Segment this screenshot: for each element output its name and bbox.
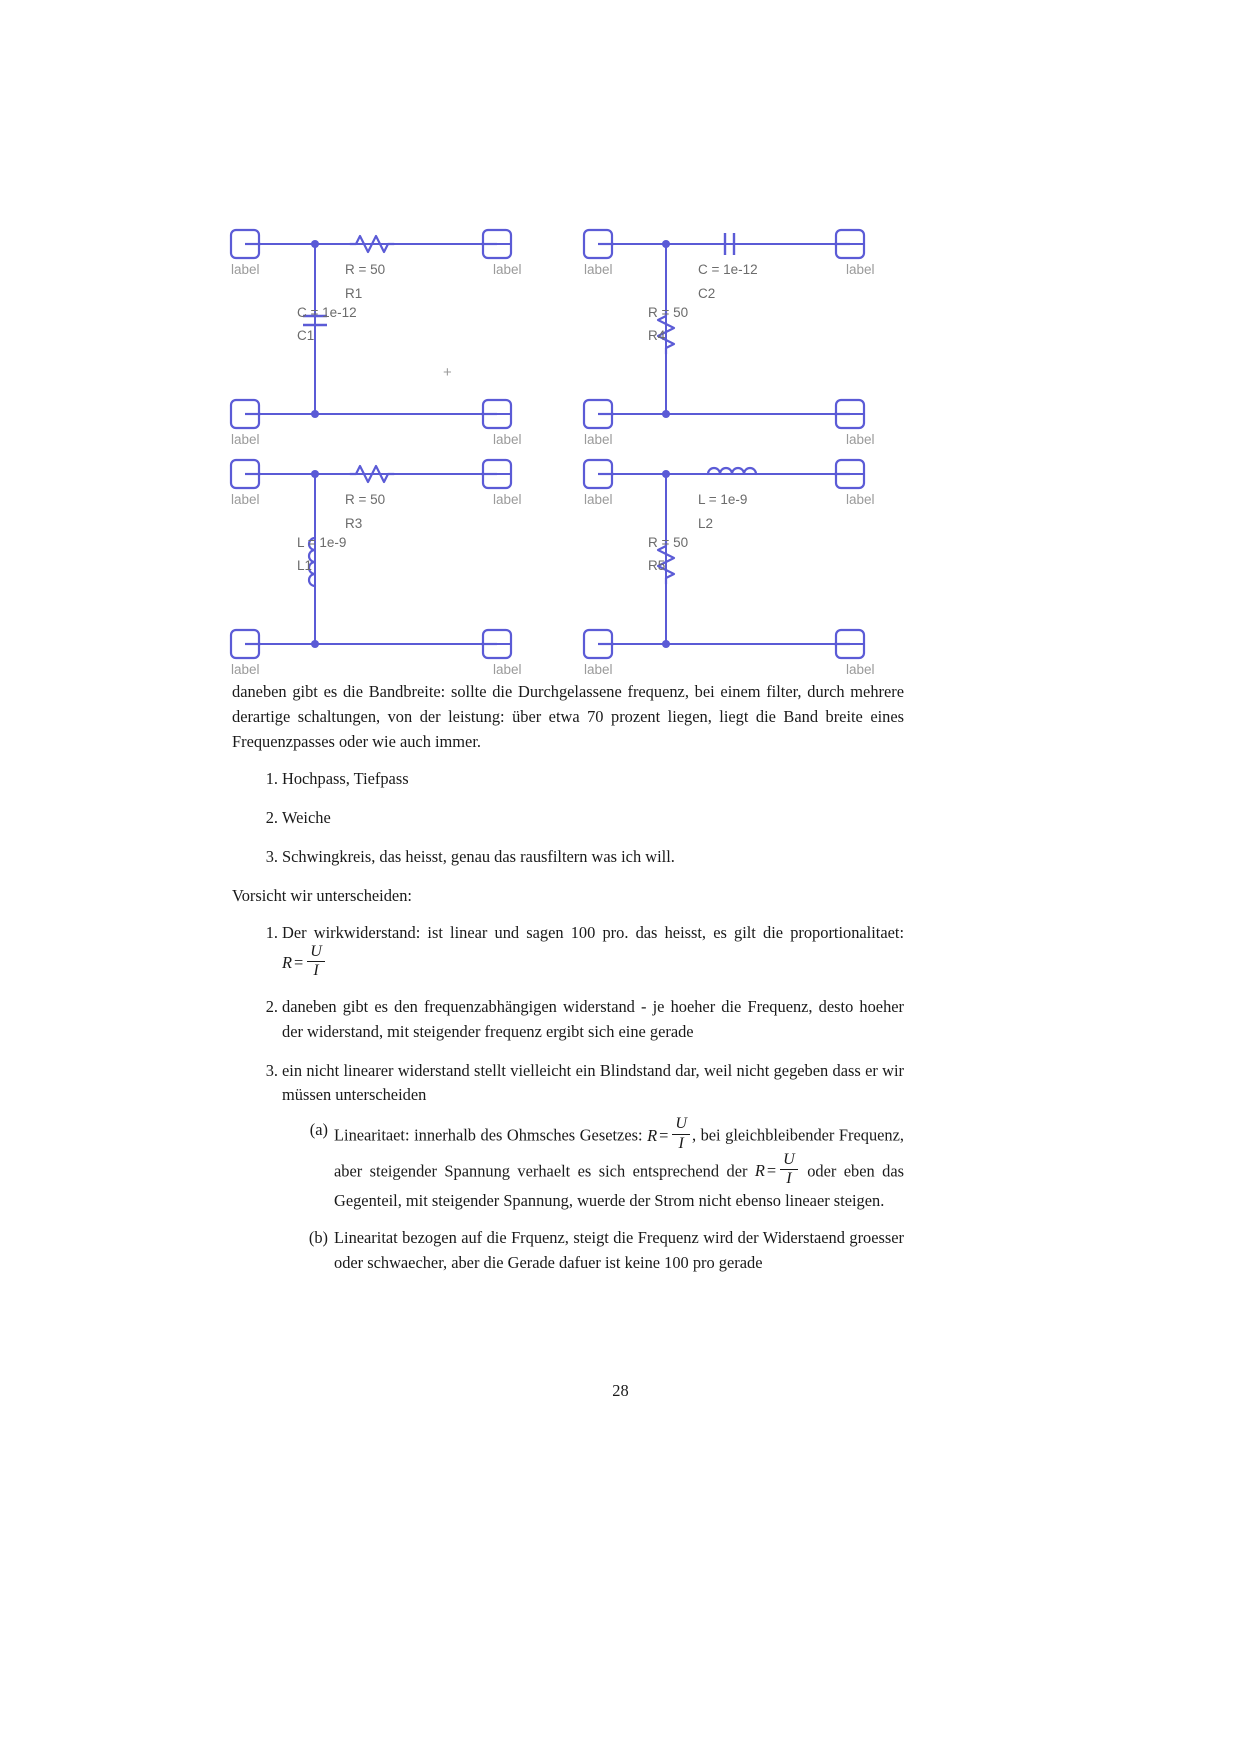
terminal-label: label [584, 662, 613, 677]
list-marker: (b) [308, 1227, 328, 1247]
component-name: R5 [648, 558, 666, 573]
component-value: R = 50 [648, 535, 689, 550]
list-item [232, 995, 904, 1045]
list-item [282, 1226, 904, 1276]
list-item-text: Der wirkwiderstand: ist linear und sagen 100 pro. das heisst, es gilt die proportionalitaet: [282, 922, 904, 942]
list-marker: 1. [265, 922, 278, 942]
terminal-labels [231, 262, 875, 677]
component-name: R3 [345, 516, 363, 531]
circuit-figure-svg [225, 212, 905, 677]
math-numerator: U [783, 1150, 795, 1168]
list-item-text: Schwingkreis, das heisst, genau das rausfiltern was ich will. [282, 846, 675, 866]
terminal-label: label [493, 262, 522, 277]
math-denominator: I [672, 1134, 690, 1152]
circuit-top-right [584, 230, 864, 428]
component-value: L = 1e-9 [698, 492, 748, 507]
math-lhs: R [282, 953, 293, 973]
terminal-label: label [846, 262, 875, 277]
math-fraction [672, 1116, 690, 1151]
list-item-text: daneben gibt es den frequenzabhängigen widerstand - je hoeher die Frequenz, desto hoeher der widerstand, mit steigender frequenz ergibt sich eine gerade [282, 996, 904, 1041]
component-name: R4 [648, 328, 666, 343]
math-denominator: I [307, 961, 325, 979]
list-marker: 2. [265, 807, 278, 827]
circuit-bottom-left [231, 460, 511, 658]
math-denominator: I [780, 1169, 798, 1187]
list-item [282, 1115, 905, 1213]
component-value: R = 50 [345, 492, 386, 507]
terminal-label: label [231, 492, 260, 507]
terminal-label: label [493, 662, 522, 677]
list-item [232, 1059, 904, 1276]
math-ohms-law [754, 1150, 800, 1187]
sublist-text-segment: oder eben das Gegenteil, mit steigender Spannung, wuerde der Strom nicht ebenso lineaer steigen. [334, 1161, 905, 1210]
math-operator: = [766, 1161, 777, 1181]
terminal-label: label [846, 662, 875, 677]
plus-marker-icon: + [443, 364, 452, 381]
list-marker: 3. [265, 1060, 278, 1080]
terminal-label: label [493, 492, 522, 507]
component-name: L2 [698, 516, 714, 531]
terminal-label: label [584, 492, 613, 507]
terminal-label: label [584, 432, 613, 447]
math-numerator: U [675, 1115, 687, 1133]
terminal-label: label [493, 432, 522, 447]
page-number: 28 [612, 1381, 629, 1400]
filter-types-list [232, 767, 904, 870]
math-ohms-law [647, 1115, 692, 1152]
list-item [232, 806, 904, 831]
circuit-top-left [231, 230, 511, 428]
list-marker: 2. [265, 996, 278, 1016]
component-name: R1 [345, 286, 363, 301]
list-item [232, 845, 904, 870]
math-fraction [307, 944, 325, 979]
vorsicht-paragraph: Vorsicht wir unterscheiden: [232, 885, 412, 905]
component-value: C = 1e-12 [698, 262, 758, 277]
math-ohms-law [282, 942, 327, 979]
list-marker: 3. [265, 846, 278, 866]
math-fraction [780, 1152, 798, 1187]
list-item-text: ein nicht linearer widerstand stellt vielleicht ein Blindstand dar, weil nicht gegeben dass er wir müssen unterscheiden [282, 1060, 904, 1105]
component-labels [297, 262, 758, 573]
math-operator: = [659, 1125, 669, 1145]
sublist-text-segment: Linearitaet: innerhalb des Ohmsches Gesetzes: [334, 1125, 643, 1145]
linearity-sublist [282, 1115, 905, 1275]
terminal-label: label [584, 262, 613, 277]
list-item-text: Weiche [282, 807, 331, 827]
body-text [232, 680, 904, 1290]
list-marker: (a) [309, 1120, 328, 1140]
component-value: C = 1e-12 [297, 305, 357, 320]
sublist-text-segment: , bei gleichbleibender Frequenz, aber steigender Spannung verhaelt es sich entsprechend der [334, 1125, 904, 1181]
circuit-bottom-right [584, 460, 864, 658]
component-name: L1 [297, 558, 313, 573]
list-item [232, 921, 904, 981]
math-numerator: U [310, 942, 322, 960]
component-name: C2 [698, 286, 716, 301]
component-value: L = 1e-9 [297, 535, 347, 550]
resistance-types-list [232, 921, 904, 1276]
terminal-label: label [846, 492, 875, 507]
circuit-figure [225, 212, 905, 677]
terminal-label: label [231, 662, 260, 677]
component-value: R = 50 [648, 305, 689, 320]
sublist-text-segment: Linearitat bezogen auf die Frquenz, steigt die Frequenz wird der Widerstaend groesser oder schwaecher, aber die Gerade dafuer ist keine 100 pro gerade [334, 1227, 904, 1272]
component-name: C1 [297, 328, 315, 343]
intro-paragraph: daneben gibt es die Bandbreite: sollte die Durchgelassene frequenz, bei einem filter, durch mehrere derartige schaltungen, von der leistung: über etwa 70 prozent liegen, liegt die Band breite eines Frequenzpasses oder wie auch immer. [232, 682, 904, 751]
terminal-label: label [846, 432, 875, 447]
math-lhs: R [754, 1161, 765, 1181]
list-item-text: Hochpass, Tiefpass [282, 768, 409, 788]
math-lhs: R [647, 1125, 658, 1145]
math-operator: = [294, 953, 304, 973]
terminal-label: label [231, 432, 260, 447]
list-marker: 1. [265, 768, 278, 788]
terminal-label: label [231, 262, 260, 277]
list-item [232, 767, 904, 792]
component-value: R = 50 [345, 262, 386, 277]
